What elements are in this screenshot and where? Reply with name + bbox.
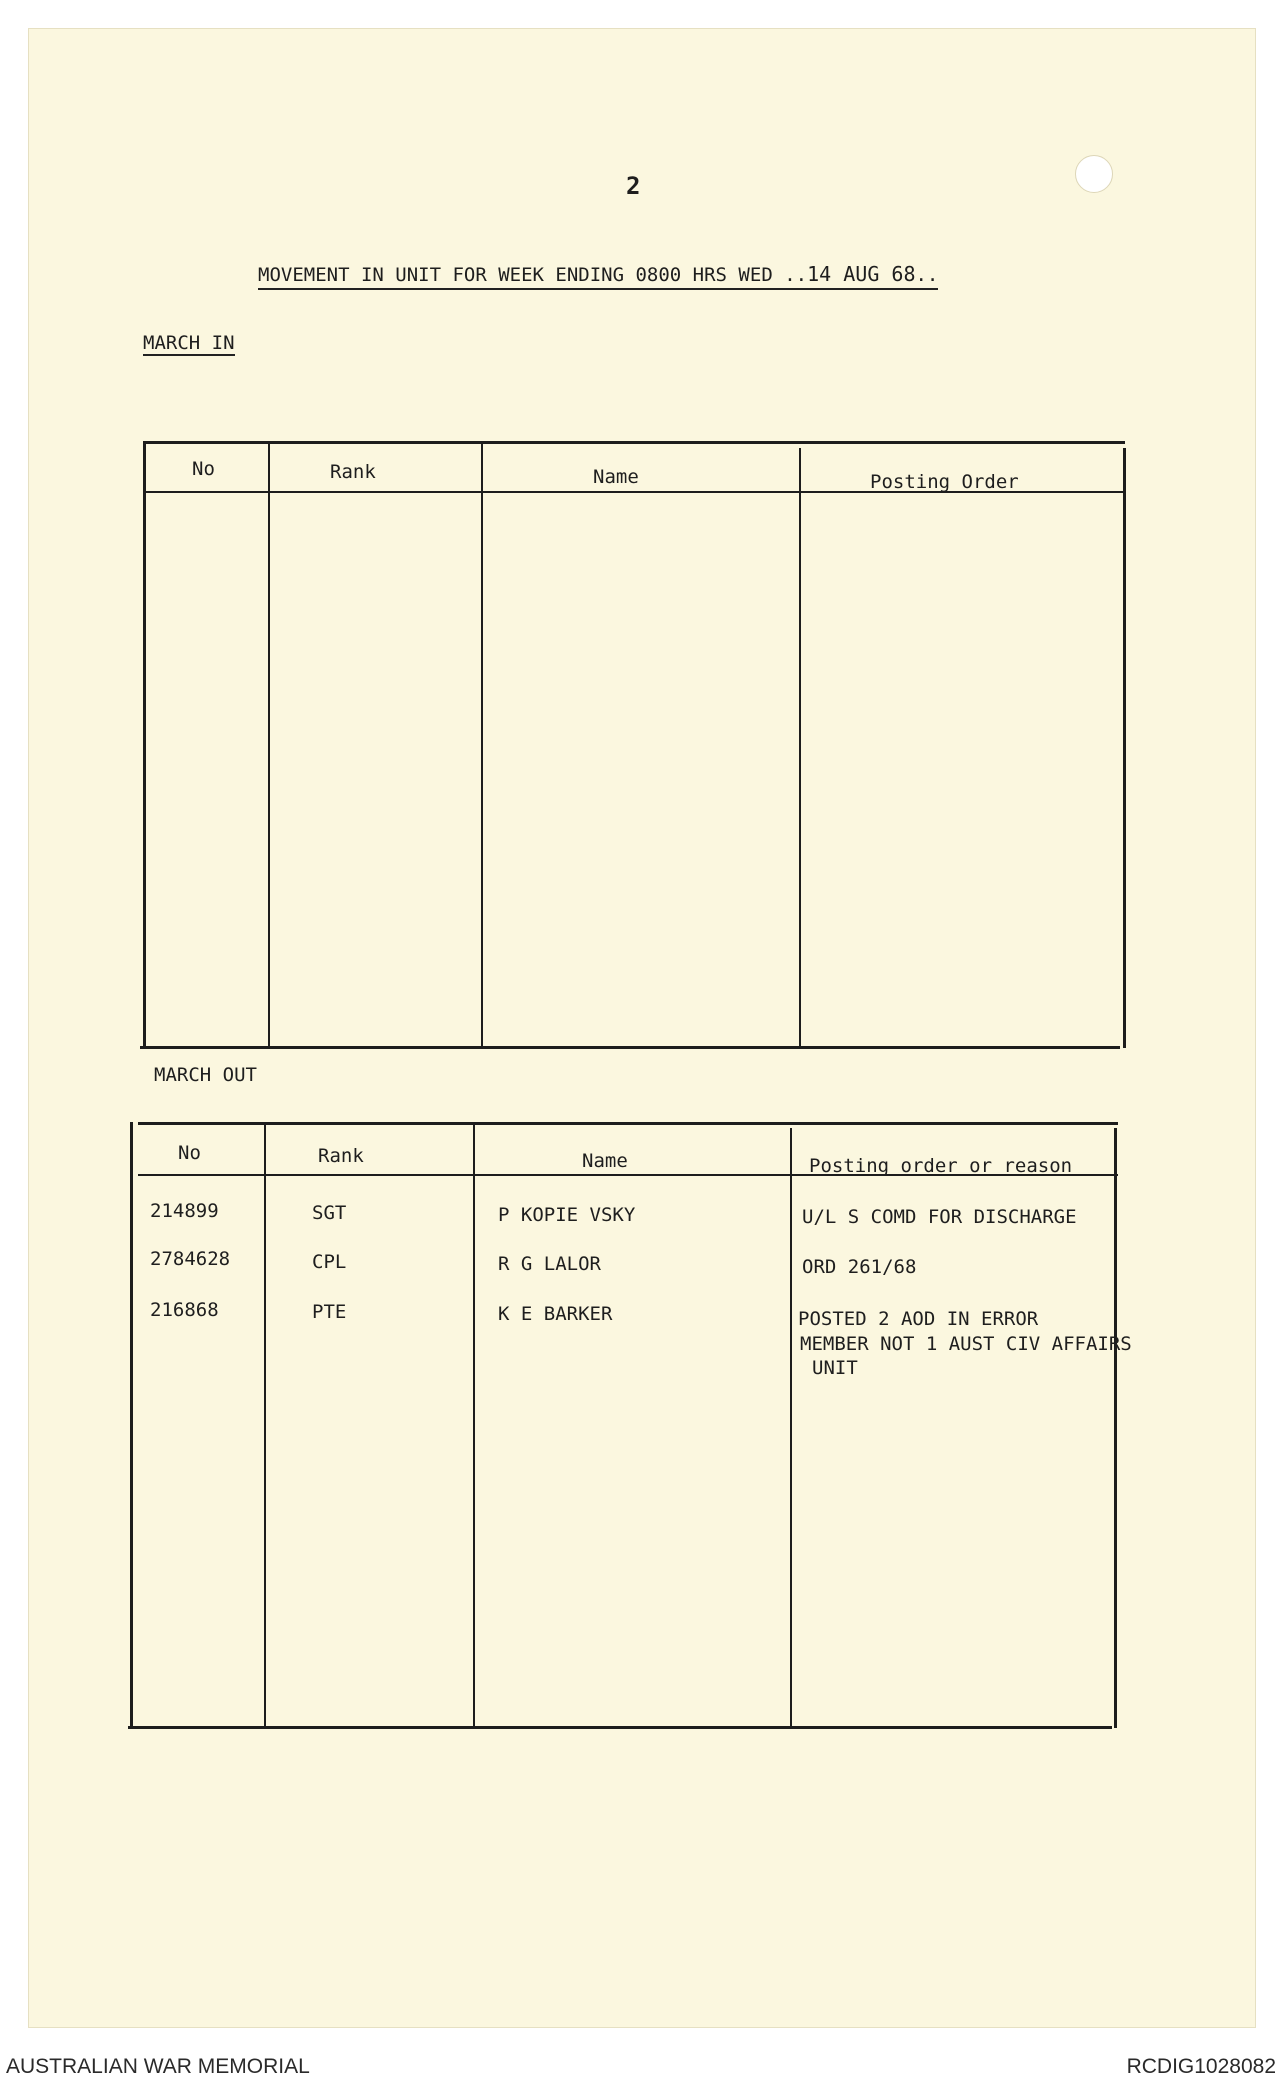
footer-credit: AUSTRALIAN WAR MEMORIAL <box>6 2055 310 2078</box>
row-no: 2784628 <box>150 1248 231 1270</box>
row-no: 216868 <box>150 1299 219 1321</box>
punch-hole <box>1075 155 1113 193</box>
march-out-heading: MARCH OUT <box>154 1064 257 1086</box>
row-name: K E BARKER <box>498 1303 613 1325</box>
march-out-col-no: No <box>178 1142 201 1164</box>
row-no: 214899 <box>150 1200 219 1222</box>
march-out-col-reason: Posting order or reason <box>809 1155 1073 1177</box>
row-name: R G LALOR <box>498 1253 601 1275</box>
row-reason-line: UNIT <box>812 1357 858 1379</box>
march-in-col-no: No <box>192 458 215 480</box>
page-number: 2 <box>626 172 641 200</box>
row-name: P KOPIE VSKY <box>498 1204 636 1226</box>
page-title: MOVEMENT IN UNIT FOR WEEK ENDING 0800 HRS WED ..14 AUG 68.. <box>258 262 938 290</box>
march-out-col-name: Name <box>582 1150 628 1172</box>
march-in-col-posting-order: Posting Order <box>870 471 1019 493</box>
march-out-col-rank: Rank <box>318 1145 364 1167</box>
title-date: 14 AUG 68 <box>807 262 916 286</box>
march-in-heading: MARCH IN <box>143 332 235 354</box>
march-in-col-rank: Rank <box>330 461 376 483</box>
row-reason-line: POSTED 2 AOD IN ERROR <box>798 1308 1039 1330</box>
row-rank: CPL <box>312 1251 347 1273</box>
title-prefix: MOVEMENT IN UNIT FOR WEEK ENDING 0800 HRS WED <box>258 264 773 286</box>
row-rank: SGT <box>312 1202 347 1224</box>
footer-id: RCDIG1028082 <box>1126 2055 1276 2078</box>
row-reason-line: MEMBER NOT 1 AUST CIV AFFAIRS <box>800 1333 1132 1355</box>
row-reason-line: U/L S COMD FOR DISCHARGE <box>802 1206 1077 1228</box>
row-rank: PTE <box>312 1301 347 1323</box>
march-in-col-name: Name <box>593 466 639 488</box>
row-reason-line: ORD 261/68 <box>802 1256 917 1278</box>
